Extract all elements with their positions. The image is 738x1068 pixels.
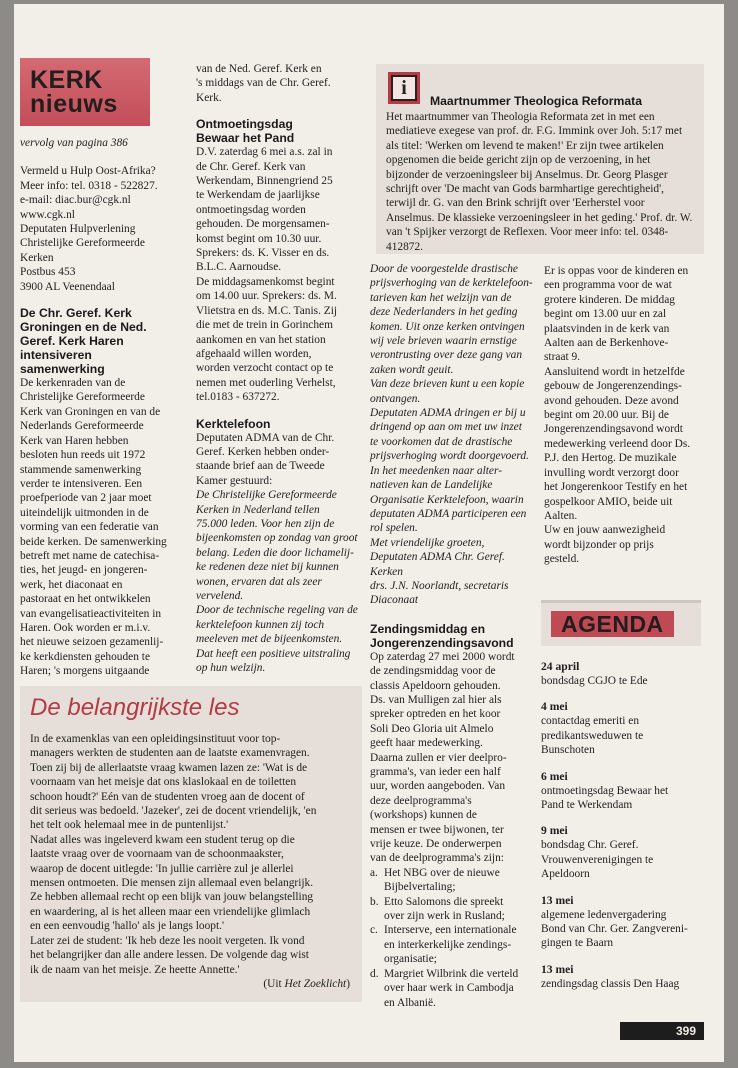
- text-line: De middagsamenkomst begint: [196, 275, 335, 288]
- source-suffix: ): [346, 977, 350, 990]
- text-line: Meer info: tel. 0318 - 522827.: [20, 179, 158, 192]
- text-line: deputaten ADMA participeren een: [370, 507, 527, 520]
- heading-line: Jongerenzendingsavond: [370, 635, 514, 650]
- page-number: 399: [620, 1022, 704, 1040]
- theologica-title: Maartnummer Theologica Reformata: [430, 94, 642, 108]
- text-line: bijzonder de verzoeningsleer bij Anselmus. Dr. Georg Plasger: [386, 168, 668, 181]
- text-line: Deputaten ADMA Chr. Geref.: [370, 551, 505, 564]
- text-line: deze deelprogramma's: [370, 794, 472, 807]
- text-line: kerktelefoon kunnen zij toch: [196, 618, 325, 631]
- text-line: 75.000 leden. Voor hen zijn de: [196, 517, 335, 530]
- text-line: classis Apeldoorn gehouden.: [370, 679, 501, 692]
- text-line: grotere kinderen. De middag: [544, 293, 675, 306]
- source-title: Het Zoeklicht: [284, 977, 347, 990]
- text-line: van de deelprogramma's zijn:: [370, 852, 504, 865]
- text-line: een programma voor de wat: [544, 279, 672, 292]
- text-line: betreft met name de catechisa-: [20, 549, 160, 562]
- text-line: wij vele brieven waarin ernstige: [370, 335, 517, 348]
- text-line: D.V. zaterdag 6 mei a.s. zal in: [196, 146, 333, 159]
- list-item: [370, 895, 542, 924]
- text-line: ke kerkdiensten gehouden te: [20, 650, 150, 663]
- text-line: rol spelen.: [370, 522, 418, 535]
- text-line: van de Ned. Geref. Kerk en: [196, 63, 322, 75]
- list-marker: a.: [370, 866, 378, 879]
- text-line: Deputaten ADMA van de Chr.: [196, 431, 335, 444]
- text-line: Door de technische regeling van de: [196, 604, 358, 617]
- text-line: De kerkenraden van de: [20, 377, 126, 390]
- text-line: Geref. Kerken hebben onder-: [196, 445, 330, 458]
- text-line: besloten hun reeds uit 1972: [20, 449, 146, 462]
- text-line: Op zaterdag 27 mei 2000 wordt: [370, 650, 515, 663]
- text-line: Werkendam, Binnengriend 25: [196, 175, 333, 188]
- text-line: Kerken in Nederland tellen: [196, 503, 320, 516]
- text-line: straat 9.: [544, 351, 581, 364]
- text-line: waarop de docent uitlegde: 'In jullie carrière zul je allerlei: [30, 862, 294, 875]
- text-line: belang. Leden die door lichamelij-: [196, 546, 354, 559]
- text-line: Uw en jouw aanwezigheid: [544, 524, 666, 537]
- text-line: Vlietstra en ds. M.C. Tanis. Zij: [196, 304, 338, 317]
- text-line: gebouw de Jongerenzendings-: [544, 380, 682, 393]
- text-line: Deputaten Hulpverlening: [20, 223, 136, 236]
- letter-part-2: [370, 262, 542, 608]
- text-line: het Jongerenkoor Testify en het: [544, 481, 688, 494]
- text-line: deze Nederlanders in het geding: [370, 306, 518, 319]
- text-line: aankomen en van het station: [196, 333, 326, 346]
- text-line: wonen, ervaren dat als zeer: [196, 575, 322, 588]
- text-line: begint om 20.00 uur. Bij de: [544, 409, 669, 422]
- text-line: bondsdag CGJO te Ede: [541, 675, 648, 687]
- text-line: Bond van Chr. Ger. Zangvereni-: [541, 923, 688, 936]
- text-line: dit serieus was bedoeld. 'Jazeker', zei de docent vriendelijk, 'en: [30, 805, 317, 818]
- heading-groningen: [20, 306, 192, 376]
- text-line: Diaconaat: [370, 594, 419, 607]
- text-line: ke redenen deze niet bij kunnen: [196, 561, 339, 574]
- body-groningen: [20, 376, 192, 679]
- text-line: Dat heeft een positieve uitstraling: [196, 647, 351, 660]
- agenda-date: 9 mei: [541, 824, 568, 838]
- heading-line: Bewaar het Pand: [196, 131, 295, 146]
- heading-line: Zendingsmiddag en: [370, 621, 486, 636]
- contact-block: [20, 164, 192, 294]
- text-line: natieven kan de Landelijke: [370, 479, 493, 492]
- text-line: werk, het diaconaat en: [20, 578, 123, 591]
- text-line: Kerk.: [196, 91, 222, 104]
- heading-line: Ontmoetingsdag: [196, 117, 293, 132]
- text-line: terwijl dr. G. van den Brink schrijft over 'Eerherstel voor: [386, 197, 645, 210]
- text-line: invulling wordt verzorgt door: [544, 466, 679, 479]
- text-line: Ds. van Mulligen zal hier als: [370, 693, 502, 706]
- text-line: vrije keuze. De onderwerpen: [370, 838, 502, 851]
- magazine-page: [14, 4, 724, 1062]
- text-line: Etto Salomons die spreekt: [384, 895, 504, 908]
- text-line: prijsverhoging van de kerktelefoon-: [370, 277, 533, 290]
- heading-line: De Chr. Geref. Kerk: [20, 306, 132, 321]
- list-marker: c.: [370, 924, 378, 937]
- kerk-nieuws-logo: [20, 58, 150, 126]
- text-line: ontmoetingsdag Bewaar het: [541, 784, 669, 797]
- text-line: dringend op aan om met uw inzet: [370, 421, 522, 434]
- text-line: het telt ook helemaal mee in de puntenlijst.': [30, 819, 229, 832]
- text-line: Anselmus. De klassieke verzoeningsleer in het geding.' Prof. dr. W.: [386, 211, 693, 224]
- text-line: ties, het jeugd- en jongeren-: [20, 564, 148, 577]
- agenda-date: 13 mei: [541, 962, 574, 976]
- text-line: en een eenvoudig 'hallo' als je langs loopt.': [30, 920, 225, 933]
- text-line: proefperiode van 2 jaar moet: [20, 492, 152, 505]
- text-line: uur, worden aangeboden. Van: [370, 780, 506, 793]
- text-line: worden verzocht contact op te: [196, 362, 334, 375]
- text-line: Haren. Ook worden er m.i.v.: [20, 621, 151, 634]
- text-line: uiteindelijk uitmonden in de: [20, 506, 149, 519]
- text-line: Apeldoorn: [541, 868, 590, 881]
- text-line: verder te intensiveren. Een: [20, 477, 143, 490]
- text-line: en Albanië.: [384, 996, 436, 1009]
- text-line: algemene ledenvergadering: [541, 908, 667, 921]
- heading-zendingsmiddag: [370, 622, 542, 650]
- text-line: Margriet Wilbrink die verteld: [384, 967, 519, 980]
- heading-line: samenwerking: [20, 362, 105, 377]
- list-marker: d.: [370, 967, 379, 980]
- text-line: 3900 AL Veenendaal: [20, 280, 115, 293]
- text-line: voornaam van het meisje dat ons klaslokaal en de toiletten: [30, 776, 297, 789]
- text-line: Aalten.: [544, 509, 578, 522]
- text-line: te Werkendam de jaarlijkse: [196, 189, 320, 202]
- text-line: plaatsvinden in de kerk van: [544, 322, 670, 335]
- text-line: Er is oppas voor de kinderen en: [544, 265, 689, 277]
- agenda-item: [541, 824, 716, 881]
- text-line: Nadat alles was ingeleverd kwam een student terug op die: [30, 833, 295, 846]
- text-line: beide kerken. De samenwerking: [20, 535, 167, 548]
- les-body: [30, 732, 358, 991]
- text-line: stammende samenwerking: [20, 463, 142, 476]
- text-line: spreker optreden en het koor: [370, 708, 501, 721]
- heading-line: intensiveren: [20, 348, 92, 363]
- text-line: als titel: 'Werken om levend te maken!' Er zijn twee artikelen: [386, 139, 664, 152]
- text-line: pastoraat en het ontwikkelen: [20, 593, 151, 606]
- text-line: laatste vraag over de voornaam van de schoonmaakster,: [30, 848, 284, 861]
- text-line: 412872.: [386, 240, 424, 253]
- column-4: [544, 264, 714, 567]
- text-line: Sprekers: ds. K. Visser en ds.: [196, 247, 330, 260]
- text-line: Haren; 's morgens uitgaande: [20, 665, 150, 678]
- text-line: en interkerkelijke zendings-: [384, 938, 512, 951]
- text-line: De Christelijke Gereformeerde: [196, 489, 337, 502]
- text-line: prijsverhoging wordt doorgevoerd.: [370, 450, 529, 463]
- text-line: B.L.C. Aarnoudse.: [196, 261, 282, 274]
- letter-part-1: [196, 488, 374, 675]
- text-line: mediatieve exegese van prof. dr. F.G. Immink over Joh. 5:17 met: [386, 125, 683, 138]
- text-line: predikantsweduwen te: [541, 729, 644, 742]
- text-line: vervelend.: [196, 590, 244, 602]
- text-line: contactdag emeriti en: [541, 715, 640, 728]
- text-line: In de examenklas van een opleidingsinstituut voor top-: [30, 733, 281, 745]
- text-line: afgehaald willen worden,: [196, 347, 312, 360]
- text-line: zaken wordt geuit.: [370, 363, 454, 376]
- text-line: wordt bijzonder op prijs: [544, 538, 654, 551]
- text-line: Aansluitend wordt in hetzelfde: [544, 365, 685, 378]
- text-line: gramma's, van ieder een half: [370, 766, 501, 778]
- text-line: Nederlands Gereformeerde: [20, 420, 144, 433]
- continued-text: [196, 62, 374, 105]
- text-line: Aalten aan de Berkenhove-: [544, 337, 669, 350]
- text-line: gingen te Baarn: [541, 937, 614, 950]
- column-3: [370, 262, 542, 1010]
- text-line: Vermeld u Hulp Oost-Afrika?: [20, 165, 156, 178]
- text-line: gesteld.: [544, 553, 580, 566]
- text-line: zendingsdag classis Den Haag: [541, 977, 680, 990]
- text-line: om 14.00 uur. Sprekers: ds. M.: [196, 290, 337, 303]
- agenda-item: [541, 894, 716, 951]
- text-line: gospelkoor AMIO, beide uit: [544, 495, 673, 508]
- source-prefix: (Uit: [263, 977, 285, 990]
- text-line: Postbus 453: [20, 266, 76, 279]
- text-line: Christelijke Gereformeerde: [20, 391, 145, 404]
- text-line: tarieven kan het welzijn van de: [370, 291, 512, 304]
- text-line: te voorkomen dat de drastische: [370, 435, 513, 448]
- text-line: Het maartnummer van Theologia Reformata zet in met een: [386, 111, 655, 123]
- text-line: Deputaten ADMA dringen er bij u: [370, 407, 526, 420]
- text-line: begint om 13.00 uur en zal: [544, 308, 667, 321]
- text-line: vorming van een federatie van: [20, 521, 159, 534]
- text-line: Van deze brieven kunt u een kopie: [370, 378, 525, 391]
- les-title: De belangrijkste les: [30, 694, 240, 721]
- text-line: mensen er twee bijwonen, ter: [370, 823, 504, 836]
- text-line: Soli Deo Gloria uit Almelo: [370, 722, 494, 735]
- text-line: de zendingsmiddag voor de: [370, 665, 496, 678]
- text-line: die met de trein in Gorinchem: [196, 319, 333, 332]
- text-line: gehouden. De morgensamen-: [196, 218, 330, 231]
- heading-ontmoetingsdag: [196, 117, 374, 145]
- column-1: [20, 132, 192, 679]
- text-line: Bunschoten: [541, 744, 595, 757]
- agenda-header: [541, 600, 701, 646]
- text-line: Organisatie Kerktelefoon, waarin: [370, 493, 524, 506]
- agenda-date: 13 mei: [541, 893, 574, 907]
- text-line: komen. Uit onze kerken ontvingen: [370, 320, 525, 333]
- text-line: schrijft over 'De macht van Gods barmhartige gerechtigheid',: [386, 183, 665, 196]
- text-line: verontrusting over deze gang van: [370, 349, 523, 362]
- text-line: Kerk van Haren hebben: [20, 434, 129, 447]
- text-line: Christelijke Gereformeerde: [20, 237, 145, 250]
- info-icon: i: [388, 72, 420, 104]
- text-line: ik de naam van het meisje. Ze heette Annette.': [30, 963, 240, 976]
- text-line: over zijn werk in Rusland;: [384, 910, 505, 923]
- text-line: 's middags van de Chr. Geref.: [196, 77, 331, 90]
- text-line: Kamer gestuurd:: [196, 474, 273, 487]
- text-line: Later zei de student: 'Ik heb deze les nooit vergeten. Ik vond: [30, 934, 305, 947]
- text-line: Kerken: [20, 251, 54, 264]
- text-line: Interserve, een internationale: [384, 924, 517, 937]
- heading-line: Geref. Kerk Haren: [20, 334, 124, 349]
- text-line: op hun welzijn.: [196, 662, 266, 675]
- text-line: ontvangen.: [370, 392, 421, 405]
- workshop-list: [370, 866, 542, 1010]
- theologica-body: [386, 110, 702, 254]
- agenda-item: [541, 660, 716, 688]
- text-line: tel.0183 - 637272.: [196, 391, 280, 404]
- agenda-title: AGENDA: [551, 611, 674, 637]
- text-line: mensen ontmoeten. Die mensen zijn allemaal even belangrijk.: [30, 877, 314, 890]
- agenda-date: 6 mei: [541, 769, 568, 783]
- text-line: van evangelisatieactiviteiten in: [20, 607, 162, 620]
- text-line: nemen met ouderling Verhelst,: [196, 376, 336, 389]
- text-line: Daarna zullen er vier deelpro-: [370, 751, 507, 764]
- text-line: Door de voorgestelde drastische: [370, 263, 518, 275]
- text-line: Ze hebben allemaal recht op een blijk van jouw belangstelling: [30, 891, 314, 904]
- text-line: opgenomen die beide gericht zijn op de verzoening, in het: [386, 154, 651, 167]
- text-line: en waardering, al is het alleen maar een vriendelijke glimlach: [30, 905, 311, 918]
- logo-line-1: KERK: [30, 66, 103, 94]
- text-line: schoon houdt?' Eén van de studenten vroeg aan de docent of: [30, 790, 305, 803]
- text-line: bondsdag Chr. Geref.: [541, 839, 639, 852]
- agenda-date: 24 april: [541, 660, 580, 673]
- agenda-item: [541, 963, 716, 991]
- text-line: over haar werk in Cambodja: [384, 982, 514, 995]
- text-line: avond gehouden. Deze avond: [544, 394, 679, 407]
- text-line: Jongerenzendingsavond wordt: [544, 423, 683, 436]
- text-line: Bijbelvertaling;: [384, 881, 456, 894]
- text-line: drs. J.N. Noorlandt, secretaris: [370, 579, 509, 592]
- text-line: geeft haar medewerking.: [370, 737, 483, 750]
- text-line: bijeenkomsten op zondag van groot: [196, 532, 358, 545]
- text-line: In het meedenken naar alter-: [370, 464, 502, 477]
- body-zendingsmiddag: [370, 650, 542, 866]
- text-line: www.cgk.nl: [20, 208, 75, 221]
- text-line: e-mail: diac.bur@cgk.nl: [20, 194, 131, 207]
- list-marker: b.: [370, 895, 379, 908]
- body-kerktelefoon: [196, 431, 374, 489]
- text-line: Kerk van Groningen en van de: [20, 405, 161, 418]
- column-2: [196, 62, 374, 675]
- text-line: komst begint om 10.30 uur.: [196, 232, 322, 245]
- text-line: het nieuwe seizoen gezamenlij-: [20, 636, 164, 649]
- heading-kerktelefoon: Kerktelefoon: [196, 416, 271, 431]
- text-line: de Chr. Geref. Kerk van: [196, 160, 306, 173]
- text-line: Kerken: [370, 565, 403, 578]
- text-line: managers werkten de studenten aan de laatste examenvragen.: [30, 747, 310, 760]
- logo-line-2: nieuws: [30, 90, 118, 118]
- text-line: meeleven met de bijeenkomsten.: [196, 633, 343, 646]
- vervolg-note: vervolg van pagina 386: [20, 137, 128, 149]
- text-line: P.J. den Hertog. De muzikale: [544, 452, 677, 465]
- text-line: staande brief aan de Tweede: [196, 460, 325, 473]
- text-line: organisatie;: [384, 953, 437, 966]
- list-item: [370, 967, 542, 1010]
- heading-line: Groningen en de Ned.: [20, 320, 147, 335]
- list-item: [370, 923, 542, 966]
- text-line: medewerking verleend door Ds.: [544, 437, 691, 450]
- text-line: ontmoetingsdag worden: [196, 203, 306, 216]
- text-line: van 't Spijker verzorgt de Reflexen. Voor meer info: tel. 0348-: [386, 226, 669, 239]
- list-item: [370, 866, 542, 895]
- text-line: Pand te Werkendam: [541, 799, 633, 812]
- text-line: Met vriendelijke groeten,: [370, 536, 485, 549]
- agenda-date: 4 mei: [541, 700, 568, 714]
- text-line: Vrouwenverenigingen te: [541, 853, 654, 866]
- text-line: Het NBG over de nieuwe: [384, 866, 500, 879]
- agenda-item: [541, 700, 716, 757]
- les-source: [30, 977, 358, 991]
- agenda-list: [541, 660, 716, 991]
- text-line: (workshops) kunnen de: [370, 809, 477, 822]
- text-line: het belangrijker dan alle andere lessen. De volgende dag wist: [30, 949, 309, 962]
- text-line: Toen zij bij de allerlaatste vraag kwamen lazen ze: 'Wat is de: [30, 761, 308, 774]
- body-ontmoetingsdag: [196, 145, 374, 404]
- agenda-item: [541, 770, 716, 813]
